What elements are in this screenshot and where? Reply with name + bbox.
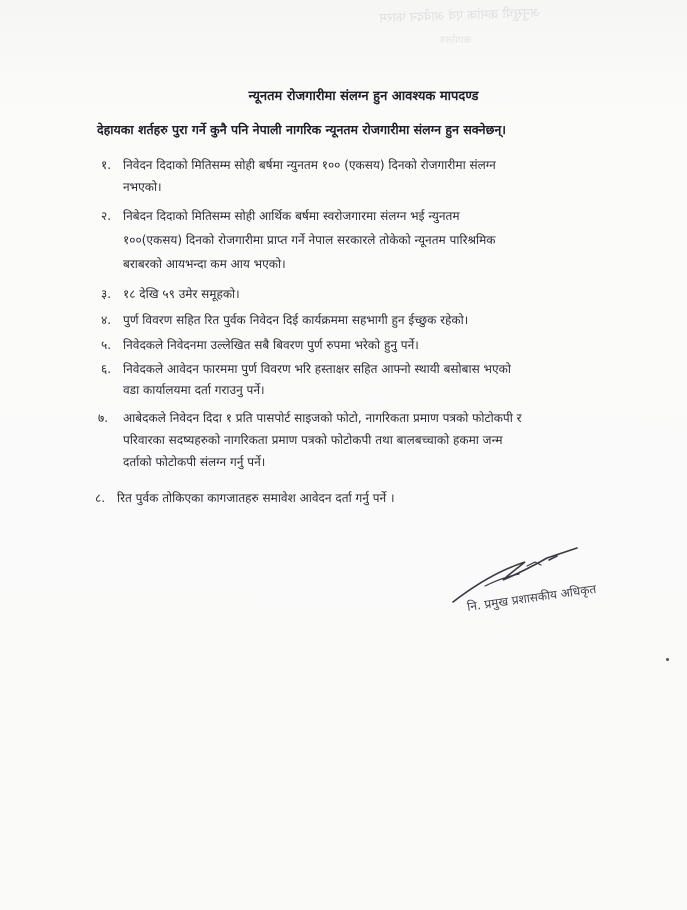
item-line: १८ देखि ५९ उमेर समूहको। xyxy=(123,287,240,301)
item-line: परिवारका सदष्यहरुको नागरिकता प्रमाण पत्रको फोटोकपी तथा बालबच्चाको हकमा जन्म xyxy=(123,433,503,447)
item-line: नभएको। xyxy=(123,180,162,194)
bleed-through-text: अनुसूची क्रमांक एवं आवेदन फारम xyxy=(379,5,541,27)
item-number: ८. xyxy=(95,491,106,505)
item-number: ७. xyxy=(98,411,109,425)
document-title: न्यूनतम रोजगारीमा संलग्न हुन आवश्यक मापदण्ड xyxy=(248,89,479,104)
item-line: निबेदन दिदाको मितिसम्म सोही आर्थिक बर्षमा स्वरोजगारमा संलग्न भई न्युनतम xyxy=(123,209,460,223)
intro-statement: देहायका शर्तहरु पुरा गर्ने कुनै पनि नेपाली नागरिक न्यूनतम रोजगारीमा संलग्न हुन सक्नेछन्। xyxy=(97,122,507,137)
item-line: निवेदकले आवेदन फारममा पुर्ण विवरण भरि हस्ताक्षर सहित आफ्नो स्थायी बसोबास भएको xyxy=(123,362,511,376)
item-number: १. xyxy=(101,158,112,172)
item-line: पुर्ण विवरण सहित रित पुर्वक निवेदन दिई कार्यक्रममा सहभागी हुन ईच्छुक रहेको। xyxy=(123,313,469,327)
item-line: रित पुर्वक तोकिएका कागजातहरु समावेश आवेदन दर्ता गर्नु पर्ने । xyxy=(117,491,395,505)
item-number: २. xyxy=(101,209,112,223)
item-line: १००(एकसय) दिनको रोजगारीमा प्राप्त गर्ने नेपाल सरकारले तोकेको न्यूनतम पारिश्रमिक xyxy=(123,233,496,247)
item-line: निवेदकले निवेदनमा उल्लेखित सबै बिवरण पुर्ण रुपमा भरेको हुनु पर्ने। xyxy=(123,338,419,352)
item-number: ५. xyxy=(101,338,112,352)
item-line: आबेदकले निवेदन दिदा १ प्रति पासपोर्ट साइजको फोटो, नागरिकता प्रमाण पत्रको फोटोकपी र xyxy=(123,411,522,425)
item-line: बराबरको आयभन्दा कम आय भएको। xyxy=(123,257,286,271)
bleed-through-text-2: कार्यालय xyxy=(440,35,472,46)
item-line: दर्ताको फोटोकपी संलग्न गर्नु पर्ने। xyxy=(123,455,266,469)
item-line: निवेदन दिदाको मितिसम्म सोही बर्षमा न्युनतम १०० (एकसय) दिनको रोजगारीमा संलग्न xyxy=(123,158,496,172)
item-line: वडा कार्यालयमा दर्ता गराउनु पर्ने। xyxy=(123,383,265,397)
signatory-title: नि. प्रमुख प्रशासकीय अधिकृत xyxy=(466,581,598,614)
item-number: ६. xyxy=(101,362,112,376)
ink-speck xyxy=(666,658,669,661)
item-number: ३. xyxy=(101,287,112,301)
item-number: ४. xyxy=(101,313,112,327)
